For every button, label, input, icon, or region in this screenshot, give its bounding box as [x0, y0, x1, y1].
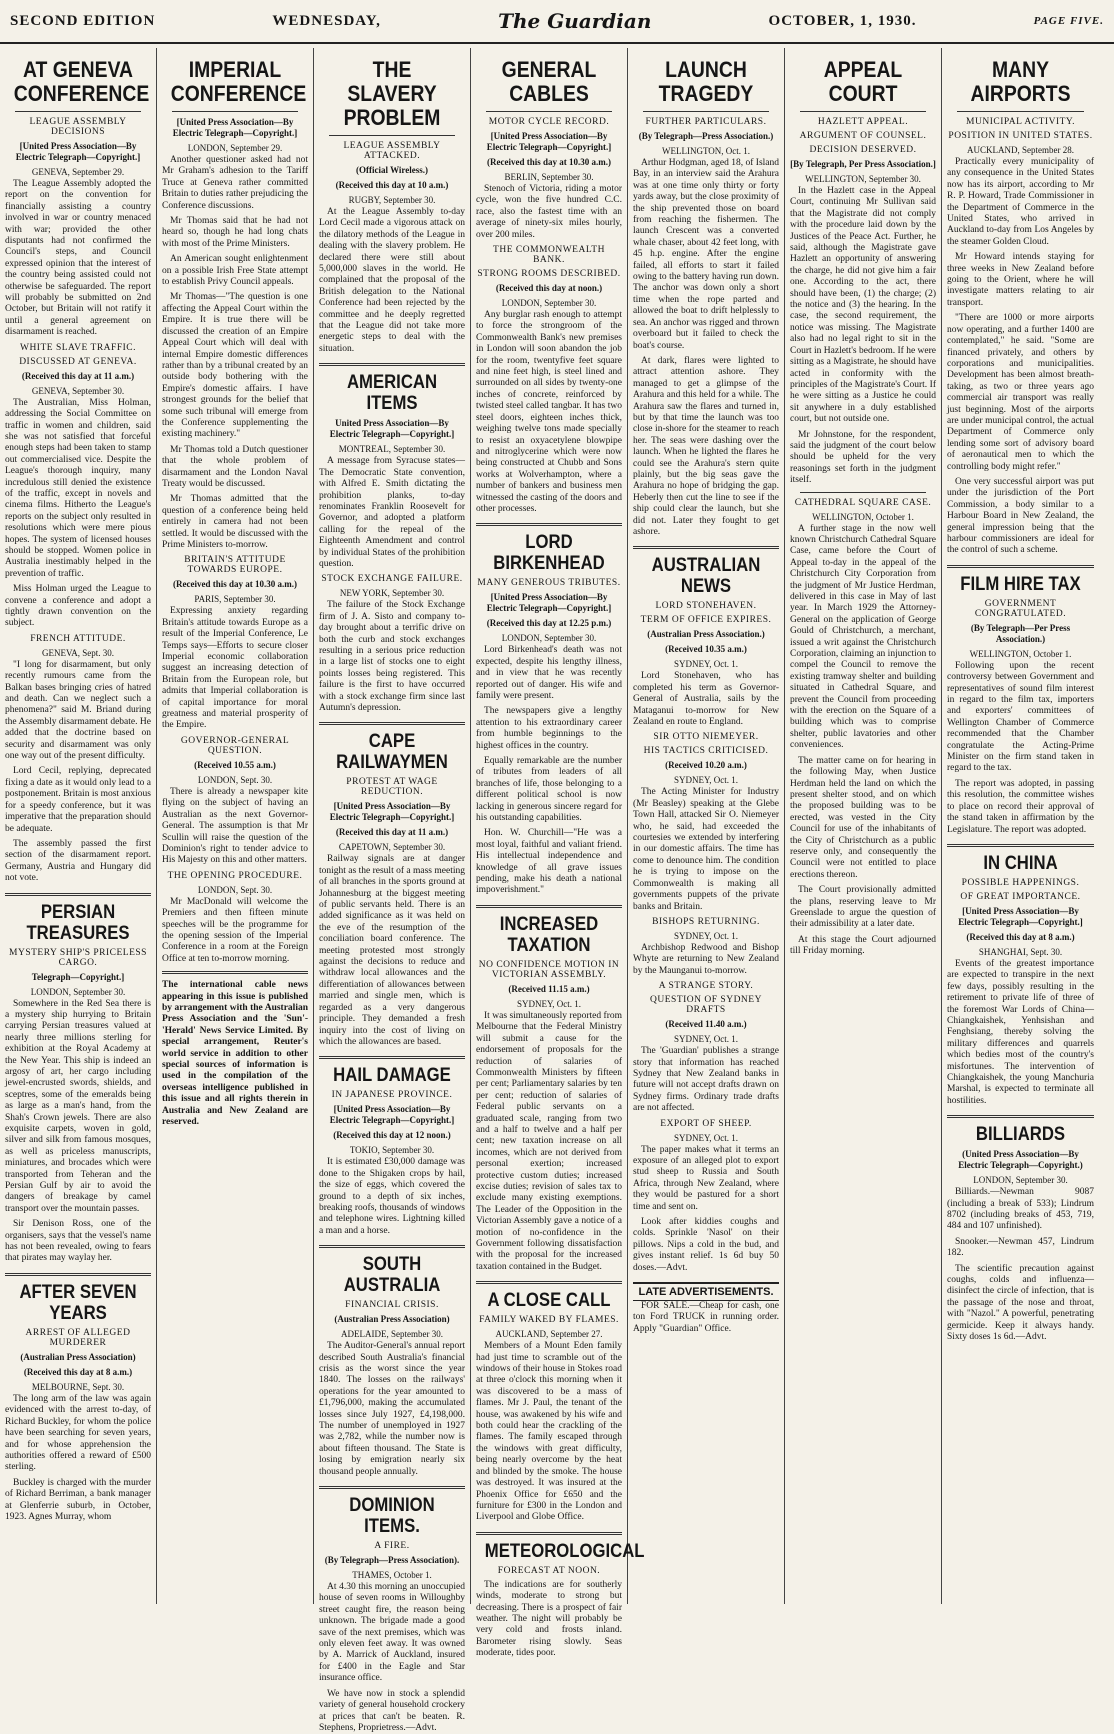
received-note: (Received this day at 8 a.m.)	[23, 1366, 133, 1377]
article-film-hire-tax	[947, 574, 1094, 836]
divider	[162, 971, 308, 974]
dateline: MONTREAL, September 30.	[338, 444, 446, 455]
divider	[486, 111, 612, 112]
paragraph: The matter came on for hearing in the following May, when Justice Herdman held the land on which the present shelter stood, and on which the proposed building was to be erected, was vested in the City Council for use of the inhabitants of the City of Christchurch as a public reserve only, and consequently the Council were not entitled to place erections thereon.	[790, 755, 936, 880]
paragraph: "I long for disarmament, but only recently rumours came from the Balkan bases bringing cries of hatred and death. Can we neglect such a phenomena?" said M. Briand during the Assembly disarmament debate. He added that the doctrine based on security and disarmament was only one way out of the present difficulty.	[5, 659, 151, 762]
wire-credit: [United Press Association—By Electric Telegraph—Copyright.]	[486, 131, 612, 152]
article-south-australia	[319, 1254, 465, 1478]
wire-credit: [United Press Association—By Electric Telegraph—Copyright.]	[958, 905, 1083, 927]
headline: MANY AIRPORTS	[970, 57, 1071, 106]
paper-title: The Guardian	[498, 9, 652, 33]
wire-credit: [United Press Association—By Electric Telegraph—Copyright.]	[329, 801, 455, 823]
divider	[476, 523, 622, 526]
divider	[319, 722, 465, 725]
headline: BILLIARDS	[975, 1124, 1066, 1146]
divider	[319, 1056, 465, 1059]
subheading: LEAGUE ASSEMBLY DECISIONS	[29, 117, 127, 137]
subheading: OF GREAT IMPORTANCE.	[960, 891, 1081, 902]
dateline: SYDNEY, Oct. 1.	[673, 659, 739, 670]
subheading: FAMILY WAKED BY FLAMES.	[479, 1315, 619, 1326]
wire-credit: (Australian Press Association)	[334, 1314, 450, 1325]
subheading: A STRANGE STORY.	[658, 981, 754, 992]
headline: LAUNCH TRAGEDY	[658, 57, 754, 106]
subheading: ARGUMENT OF COUNSEL.	[799, 131, 927, 141]
subheading: MOTOR CYCLE RECORD.	[488, 117, 610, 127]
paragraph: Lord Stonehaven, who has completed his term as Governor-General of Australia, sails by the Mataganui to-morrow for New Zealand en route to England.	[633, 671, 779, 728]
paragraph: Sir Denison Ross, one of the organisers, says that the vessel's name has not been revealed, owing to fears that pirates may waylay her.	[5, 1219, 151, 1264]
divider	[476, 1281, 622, 1284]
subheading: HAZLETT APPEAL.	[817, 117, 909, 127]
dateline: SYDNEY, Oct. 1.	[673, 775, 739, 786]
dateline: SYDNEY, Oct. 1.	[673, 1034, 739, 1045]
divider	[643, 111, 769, 112]
subheading: POSSIBLE HAPPENINGS.	[961, 877, 1080, 888]
classified-ad: FOR SALE.—Cheap for cash, one ton Ford TRUCK in running order. Apply "Guardian" Office.	[633, 1301, 779, 1334]
dateline: LONDON, September 30.	[973, 1175, 1068, 1186]
paragraph: A further stage in the now well known Christchurch Cathedral Square Case, came before the Court of Appeal to-day in the appeal of the Christchurch City Corporation from the judgment of Mr Justice Herdman, delivered in this case in May of last year. In March 1929 the Attorney-General on the application of George Gould of Christchurch, a merchant, issued a writ against the Christchurch Corporation, claiming an injunction to compel the Council to remove the existing tramway shelter and building situated in Cathedral Square, and prevent the Council from proceeding with the erection on the Square of a building which was to comprise shelter, public lavatories and other conveniences.	[790, 523, 936, 751]
article-cape	[319, 731, 465, 1048]
headline: THE SLAVERY PROBLEM	[343, 57, 441, 130]
article-birkenhead	[476, 532, 622, 897]
divider	[5, 1273, 151, 1276]
wire-credit: (Official Wireless.)	[356, 165, 428, 175]
headline: GENERAL CABLES	[501, 57, 597, 106]
article-meteorological	[476, 1540, 645, 1660]
wire-credit: (By Telegraph—Press Association.)	[638, 131, 774, 141]
received-note: (Received 11.15 a.m.)	[508, 983, 590, 994]
dateline: ADELAIDE, September 30.	[341, 1329, 443, 1340]
article-american	[319, 372, 465, 714]
paragraph: Members of a Mount Eden family had just time to scramble out of the windows of their house in Stokes road at three o'clock this morning when it was discovered to be a mass of flames. Mr J. Paul, the tenant of the house, was awakened by his wife and both could hear the crackling of the flames. The family escaped through the windows with great difficulty, being nearly overcome by the heat and blinded by the smoke. The house was destroyed. It was insured at the Phoenix Office for £650 and the furniture for £300 in the London and Liverpool and Globe Office.	[476, 1341, 622, 1523]
headline: AT GENEVA CONFERENCE	[13, 57, 150, 106]
paragraph: The newspapers give a lengthy attention to his extraordinary career from humble beginnings to the highest offices in the country.	[476, 706, 622, 751]
divider	[957, 111, 1084, 112]
article-seven-years	[5, 1282, 151, 1523]
column-1	[0, 48, 157, 1604]
divider	[319, 1486, 465, 1489]
paragraph: Somewhere in the Red Sea there is a mystery ship hurrying to Britain carrying Persian treasures valued at nearly three millions sterling for exhibition at the Royal Academy at the New Year. This ship is indeed an argosy of art, her cargo including jewel-encrusted swords, shields, and sceptres, some of the emeralds being as large as a man's hand, from the Shah's Crown jewels. There are also exquisite carpets, woven in gold, silver and silk from famous mosques, as well as priceless manuscripts, miniatures, and brocades which were transported from Teheran and the Persian Gulf by air to avoid the dangers of breakage by camel transport over the mountain passes.	[5, 998, 151, 1214]
divider	[172, 111, 298, 112]
wire-credit: (By Telegraph—Press Association).	[324, 1555, 460, 1566]
paragraph: The long arm of the law was again evidenced with the arrest to-day, of Richard Buckley, for whom the police have been searching for seven years, and for whose apprehension the authorities offered a reward of £500 sterling.	[5, 1393, 151, 1473]
dateline: LONDON, Sept. 30.	[197, 774, 273, 785]
divider	[319, 363, 465, 366]
divider	[329, 135, 455, 136]
wire-credit: [United Press Association—By Electric Telegraph—Copyright.]	[172, 117, 298, 138]
subheading: BISHOPS RETURNING.	[652, 916, 760, 927]
divider	[5, 893, 151, 896]
paragraph: The Acting Minister for Industry (Mr Beasley) speaking at the Glebe Town Hall, attacked Sir O. Niemeyer who, he said, had exceeded the courtesies we extended by interfering in our domestic affairs. The time has come to denounce him. The condition he is trying to impose on the Commonwealth is making all governments puppets of the private banks and Britain.	[633, 787, 779, 912]
paragraph: Following upon the recent controversy between Government and representatives of sound film interest in regard to the film tax, importers and exporters' committees of Wellington Chamber of Commerce recommended that the Chamber congratulate the Acting-Prime Minister on the firm stand taken in regard to the tax.	[947, 660, 1094, 774]
divider	[800, 492, 926, 493]
paragraph: Mr Johnstone, for the respondent, said the judgment of the court below should be upheld for the very reasonings set forth in the judgment itself.	[790, 429, 936, 486]
paragraph: The Court provisionally admitted the plans, reserving leave to Mr Greenslade to argue the question of their admissibility at a later date.	[790, 885, 936, 930]
subheading: ARREST OF ALLEGED MURDERER	[25, 1327, 131, 1348]
headline: PERSIAN TREASURES	[26, 901, 130, 944]
paragraph: At dark, flares were lighted to attract attention ashore. They managed to get a glimpse of the Arahura and this held for a while. The Arahura saw the flares and turned in, but by that time the launch was too close in-shore for the steamer to reach her. The seas were dashing over the launch. When he lighted the flares he could see the Arahura's stern quite plainly, but the big seas gave the Arahura no hope of bridging the gap. Heberly then cut the line to see if the ship could clear the launch, but she did not. Later they fought to get ashore.	[633, 355, 779, 537]
column-5	[628, 48, 785, 1604]
subheading: THE COMMONWEALTH BANK.	[493, 245, 605, 266]
paragraph: Lord Birkenhead's death was not expected, despite his lengthy illness, and in view that he was recently reported out of danger. His wife and family were present.	[476, 645, 622, 701]
paragraph: There is already a newspaper kite flying on the subject of having an Australian as the next Governor-General. The assumption is that Mr Scullin will raise the question of the Dominion's right to tender advice to His Majesty on this and other matters.	[162, 786, 308, 866]
subheading: LORD STONEHAVEN.	[655, 601, 757, 612]
paragraph: Equally remarkable are the number of tributes from leaders of all branches of life, those belonging to a different political school is now lacking in generous sincere regard for his outstanding capabilities.	[476, 756, 622, 824]
divider	[947, 844, 1094, 847]
article-australian-news	[633, 555, 779, 1274]
subheading: WHITE SLAVE TRAFFIC.	[19, 342, 136, 353]
dateline: SHANGHAI, Sept. 30.	[978, 946, 1063, 957]
paragraph: The assembly passed the first section of the disarmament report. Germany, Austria and Hungary did not vote.	[5, 838, 151, 884]
received-note: (Received this day at 10.30 a.m.)	[173, 579, 297, 590]
divider	[476, 1532, 622, 1535]
dateline: PARIS, September 30.	[194, 594, 276, 605]
day-label: WEDNESDAY,	[272, 12, 381, 29]
divider	[947, 565, 1094, 568]
divider	[15, 111, 141, 112]
columns	[0, 48, 1114, 1733]
subheading: HIS TACTICS CRITICISED.	[643, 746, 769, 757]
column-3	[314, 48, 471, 1733]
dateline: MELBOURNE, Sept. 30.	[31, 1381, 125, 1392]
headline: APPEAL COURT	[823, 57, 903, 106]
article-imperial	[162, 58, 308, 1128]
wire-credit: Telegraph—Copyright.]	[31, 971, 125, 982]
wire-credit: [United Press Association—By Electric Telegraph—Copyright.]	[486, 592, 612, 614]
dateline: WELLINGTON, October 1.	[969, 648, 1072, 659]
headline: IMPERIAL CONFERENCE	[170, 57, 307, 106]
dateline: GENEVA, Sept. 30.	[41, 647, 115, 658]
column-4	[471, 48, 645, 1659]
paragraph: Stenoch of Victoria, riding a motor cycle, won the five hundred C.C. race, also the fastest time with an average of ninety-six miles hourly, over 200 miles.	[476, 184, 622, 240]
subheading: STOCK EXCHANGE FAILURE.	[321, 574, 463, 585]
dateline: LONDON, September 30.	[501, 298, 597, 309]
subheading: PROTEST AT WAGE REDUCTION.	[346, 777, 438, 798]
subheading: POSITION IN UNITED STATES.	[948, 131, 1093, 141]
advertisement: We have now in stock a splendid variety of general household crockery at prices that can't be beaten. R. Stephens, Proprietress.—Advt.	[319, 1688, 465, 1733]
headline: AUSTRALIAN NEWS	[651, 555, 761, 598]
paragraph: The 'Guardian' publishes a strange story that information has reached Sydney that New Zealand banks in future will not accept drafts drawn on Sydney firms. Ordinary trade drafts are not affected.	[633, 1046, 779, 1114]
wire-credit: United Press Association—By Electric Telegraph—Copyright.]	[329, 418, 455, 440]
dateline: AUCKLAND, September 27.	[495, 1329, 603, 1340]
headline: FILM HIRE TAX	[960, 573, 1081, 595]
paragraph: Arthur Hodgman, aged 18, of Island Bay, in an interview said the Arahura was at one time only thirty or forty yards away, but the close proximity of the ship prevented those on board from reaching the fishermen. The launch Crescent was a converted whale chaser, about 42 feet long, with 45 h.p. engine. After the engine failed, all efforts to start it failed owing to the battery having run down. The anchor was down only a short time when the rope parted and allowed the boat to drift helplessly to sea. An anchor was rigged and thrown overboard but it failed to check the boat's course.	[633, 158, 779, 351]
paragraph: One very successful airport was put under the jurisdiction of the Port Commission, a body similar to a Harbour Board in New Zealand, the general impression being that the harbour commissioners are ideal for the control of such a scheme.	[947, 476, 1094, 556]
dateline: SYDNEY, Oct. 1.	[516, 998, 582, 1009]
subheading: QUESTION OF SYDNEY DRAFTS	[650, 995, 762, 1016]
divider	[800, 111, 926, 112]
wire-credit: [United Press Association—By Electric Telegraph—Copyright.]	[329, 1104, 455, 1126]
paragraph: Mr Thomas told a Dutch questioner that the whole problem of disarmament and the London Naval Treaty would be discussed.	[162, 444, 308, 489]
subheading: MUNICIPAL ACTIVITY.	[966, 117, 1075, 127]
subheading: CATHEDRAL SQUARE CASE.	[794, 497, 932, 508]
headline: AMERICAN ITEMS	[346, 372, 438, 415]
paragraph: Snooker.—Newman 457, Lindrum 182.	[947, 1236, 1094, 1259]
subheading: FRENCH ATTITUDE.	[30, 633, 126, 644]
dateline: LONDON, Sept. 30.	[197, 884, 273, 895]
article-hail	[319, 1065, 465, 1237]
headline: METEOROLOGICAL	[484, 1540, 645, 1562]
article-geneva	[5, 58, 151, 885]
paragraph: Any burglar rash enough to attempt to force the strongroom of the Commonwealth Bank's new premises in London will soon abandon the job for the room, twentyfive feet square and nine feet high, is steel lined and surrounded on all sides by twenty-one inches of concrete, reinforced by twisted steel called tangbar. It has two steel doors, eighteen inches thick, weighing twelve tons made specially to resist an oxyacetylene blowpipe and nitroglycerine which were now being constructed at Chubb and Sons works at Wolverhampton, where a number of bankers and business men witnessed the casting of the doors and other processes.	[476, 310, 622, 514]
edition-label: SECOND EDITION	[10, 12, 156, 29]
wire-credit: (By Telegraph—Per Press Association.)	[970, 622, 1071, 644]
received-note: (Received 10.20 a.m.)	[665, 760, 747, 771]
paragraph: The report was adopted, in passing this resolution, the committee wishes to place on record their approval of the stand taken in affirmation by the Legislature. The report was adopted.	[947, 778, 1094, 835]
subheading: FINANCIAL CRISIS.	[345, 1300, 439, 1311]
paragraph: The indications are for southerly winds, moderate to strong but decreasing. There is a prospect of fair weather. The night will probably be very cold and frosts inland. Barometer rising slowly. Seas moderate, tides poor.	[476, 1579, 622, 1659]
dateline: LONDON, September 29.	[187, 143, 283, 153]
paragraph: The failure of the Stock Exchange firm of J. A. Sisto and company to-day brought about a terrific drive on both the curb and stock exchanges resulting in a serious price reduction in a large list of stocks one to eight points losses being registered. This failure is the first to have occurred with a stock exchange firm since last Autumn's depression.	[319, 600, 465, 713]
received-note: (Received this day at 12 noon.)	[333, 1130, 451, 1141]
dateline: RUGBY, September 30.	[348, 195, 436, 205]
dateline: THAMES, October 1.	[352, 1570, 432, 1581]
subheading: GOVERNOR-GENERAL QUESTION.	[180, 735, 290, 756]
paragraph: At 4.30 this morning an unoccupied house of seven rooms in Willoughby street caught fire, the reason being unknown. The brigade made a good save of the next premises, which was only eleven feet away. It was owned by A. Marrick of Auckland, insured for £400 in the Eagle and Star insurance office.	[319, 1582, 465, 1684]
dateline: SYDNEY, Oct. 1.	[673, 930, 739, 941]
article-dominion	[319, 1495, 465, 1734]
subheading: TERM OF OFFICE EXPIRES.	[640, 615, 772, 626]
dateline: GENEVA, September 29.	[31, 167, 125, 177]
column-7	[942, 48, 1099, 1604]
subheading: NO CONFIDENCE MOTION IN VICTORIAN ASSEMBLY.	[478, 959, 620, 980]
divider	[476, 905, 622, 908]
subheading: MANY GENEROUS TRIBUTES.	[477, 578, 621, 589]
received-note: (Received this day at 12.25 p.m.)	[486, 618, 612, 629]
dateline: TOKIO, September 30.	[349, 1145, 435, 1156]
subheading: MYSTERY SHIP'S PRICELESS CARGO.	[9, 947, 147, 968]
paragraph: Buckley is charged with the murder of Richard Berriman, a bank manager at Glenferrie suburb, in October, 1923. Agnes Murray, whom	[5, 1477, 151, 1522]
masthead	[0, 0, 1114, 44]
subheading: DISCUSSED AT GENEVA.	[19, 356, 137, 367]
headline: AFTER SEVEN YEARS	[19, 1281, 137, 1324]
headline: LORD BIRKENHEAD	[493, 532, 605, 575]
notice-box: The international cable news appearing in this issue is published by arrangement with the Australian Press Association and the 'Sun'-'Herald' News Service Limited. By special arrangement, Reuter's world service in addition to other special sources of information is used in the compilation of the overseas intelligence published in this issue and all rights therein in Australia and New Zealand are reserved.	[162, 980, 308, 1128]
wire-credit: (Australian Press Association.)	[647, 629, 765, 640]
paragraph: The League Assembly adopted the report on the convention for financially assisting a country involved in war or country menaced with war; provided the other disputants had not confirmed the Council's steps, and Council expressed opinion that the interest of the country being assisted could not otherwise be safeguarded. The report will probably be submitted on 2nd October, but Britain will not ratify it until a general agreement on disarmament is reached.	[5, 179, 151, 338]
divider	[633, 546, 779, 549]
paragraph: Billiards.—Newman 9087 (including a break of 533); Lindrum 8702 (including breaks of 453, 719, 484 and 107 unfinished).	[947, 1187, 1094, 1232]
paragraph: Railway signals are at danger tonight as the result of a mass meeting of all branches in the sports ground at Johannesburg at the biggest meeting of public servants held. There is an added significance as it was held on the eve of the resumption of the conciliation board conference. The meeting protested most strongly against the decisions to reduce and withdraw local allowances and the differentiation of allowances between married and single men, which is regarded as a very dangerous principle. They demanded a fresh inquiry into the cost of living on which the allowances are based.	[319, 854, 465, 1047]
paragraph: Another questioner asked had not Mr Graham's adhesion to the Tariff Truce at Geneva rather committed Britain to duties rather prejudicing the Conference discussions.	[162, 155, 308, 211]
paragraph: An American sought enlightenment on a possible Irish Free State attempt to establish Privy Council appeals.	[162, 254, 308, 288]
paragraph: Mr Thomas said that he had not heard so, though he had long chats with most of the Prime Ministers.	[162, 216, 308, 249]
dateline: LONDON, September 30.	[501, 633, 597, 644]
received-note: (Received this day at 11 a.m.)	[335, 827, 449, 838]
paragraph: Hon. W. Churchill—"He was a most loyal, faithful and valiant friend. His intellectual independence and knowledge of all grave issues pending, make his death a national impoverishment."	[476, 828, 622, 896]
wire-credit: (United Press Association—By Electric Telegraph—Copyright.)	[958, 1149, 1083, 1171]
subheading: STRONG ROOMS DESCRIBED.	[477, 269, 621, 280]
article-close-call	[476, 1290, 622, 1524]
paragraph: At the League Assembly to-day Lord Cecil made a vigorous attack on the dilatory methods of the League in dealing with the slavery problem. He declared there were still about 5,000,000 slaves in the world. He complained that the proposal of the British delegation to the National Conference had been rejected by the committee and he deeply regretted that the League did not take more energetic steps to deal with the situation.	[319, 207, 465, 354]
received-note: (Received this day at 10.30 a.m.)	[487, 157, 611, 167]
received-note: (Received this day at noon.)	[495, 283, 603, 294]
wire-credit: [United Press Association—By Electric Telegraph—Copyright.]	[15, 141, 141, 162]
paragraph: Archbishop Redwood and Bishop Whyte are returning to New Zealand by the Maunganui to-morrow.	[633, 942, 779, 976]
column-6	[785, 48, 942, 1604]
subheading: DECISION DESERVED.	[809, 145, 917, 155]
dateline: WELLINGTON, Oct. 1.	[661, 146, 751, 156]
subheading: THE OPENING PROCEDURE.	[167, 870, 303, 881]
dateline: LONDON, September 30.	[30, 986, 126, 997]
paragraph: The Auditor-General's annual report described South Australia's financial crisis as the worst since the year 1840. The losses on the railways' operations for the year amounted to £1,796,000, making the accumulated losses since July 1927, £4,198,000. The number of unemployed in 1927 was 2,782, while the number now is about fifteen thousand. The State is losing by emigration nearly six thousand people annually.	[319, 1341, 465, 1477]
article-in-china	[947, 853, 1094, 1107]
paragraph: "There are 1000 or more airports now operating, and a further 1400 are contemplated," he said. "Some are financed privately, and others by corporations and municipalities. Development has been almost breath-taking, as two or three years ago commercial air transport was really just beginning. Most of the airports are under municipal control, the actual Department of Commerce only lending some sort of advisory board of aeronautical men to which the controlling body might refer."	[947, 313, 1094, 472]
date-label: OCTOBER, 1, 1930.	[768, 12, 917, 29]
headline: IN CHINA	[983, 852, 1058, 874]
dateline: WELLINGTON, September 30.	[805, 174, 921, 184]
subheading: GOVERNMENT CONGRATULATED.	[974, 598, 1067, 619]
paragraph: Expressing anxiety regarding Britain's attitude towards Europe as a result of the Imperial Conference, Le Temps says—Efforts to secure closer Imperial economic collaboration suggest an increasing detection of Britain from the European role, but admits that Imperial collaboration is of capital importance for moral greatness and material prosperity of the Empire.	[162, 606, 308, 731]
received-note: (Received 10.35 a.m.)	[665, 644, 747, 655]
paragraph: It is estimated £30,000 damage was done to the Shigaken crops by hail, the size of eggs, which covered the ground to a depth of six inches, breaking roofs, thousands of windows and telephone wires. Lightning killed a man and a horse.	[319, 1157, 465, 1236]
advertisement: Look after kiddies coughs and colds. Sprinkle 'Nasol' on their pillows. Nips a cold in the bud, and gives instant relief. 1s 6d buy 50 doses.—Advt.	[633, 1217, 779, 1273]
paragraph: Mr MacDonald will welcome the Premiers and then fifteen minute speeches will be the programme for the opening session of the Imperial Conference in a room at the Foreign Office at ten to-morrow morning.	[162, 896, 308, 964]
dateline: CAPETOWN, September 30.	[338, 842, 446, 853]
paragraph: It was simultaneously reported from Melbourne that the Federal Ministry will submit a cause for the endorsement of proposals for the reduction of salaries of Commonwealth Ministers by fifteen per cent; Parliamentary salaries by ten per cent; reduction of salaries of Federal public servants on a graduated scale, ranging from two and a half to twelve and a half per cent; new taxation increase on all incomes, which are not derived from personal exertion; increased protective custom duties; increased excise duties; revision of sales tax to exclude many existing exemptions. The Leader of the Opposition in the Victorian Assembly gave a notice of a motion of no-confidence in the Government following dissatisfaction with the proposal for the increased taxation contained in the Budget.	[476, 1010, 622, 1272]
received-note: (Received this day at 11 a.m.)	[21, 370, 135, 381]
paragraph: The paper makes what it terms an exposure of an alleged plot to export stud sheep to Russia and South Africa, through New Zealand, where they would be pastured for a short time and sent on.	[633, 1144, 779, 1212]
advertisement: The scientific precaution against coughs, colds and influenza—disinfect the circle of infection, that is the passage of the nose and throat, with "Nazol." A powerful, penetrating germicide. Keep it always handy. Sixty doses 1s 6d.—Advt.	[947, 1263, 1094, 1343]
article-taxation	[476, 914, 622, 1273]
article-airports	[947, 58, 1094, 557]
received-note: (Received 11.40 a.m.)	[665, 1019, 747, 1030]
received-note: (Received this day at 10 a.m.)	[335, 180, 449, 190]
paragraph: Mr Thomas—"The question is one affecting the Appeal Court within the Empire. It is true there will be discussed the creation of an Empire Appeal Court which will deal with internal Empire domestic differences rather than by a tribunal created by an outside body bothering with the Empire's domestic affairs. I have strongest grounds for the belief that some such tribunal will emerge from the Conference supplementing the existing machinery."	[162, 292, 308, 440]
headline: A CLOSE CALL	[487, 1290, 611, 1312]
paragraph: Miss Holman urged the League to convene a conference and adopt a tightly drawn convention on the subject.	[5, 584, 151, 629]
wire-credit: [By Telegraph, Per Press Association.]	[790, 159, 936, 169]
column-2	[157, 48, 314, 1604]
subheading: FURTHER PARTICULARS.	[645, 117, 767, 127]
divider	[947, 1115, 1094, 1118]
subheading: IN JAPANESE PROVINCE.	[331, 1090, 453, 1101]
paragraph: Practically every municipality of any consequence in the United States now has its airport, according to Mr R. P. Howard, Trade Commissioner in the Department of Commerce in the United States, who arrived in Auckland to-day from Los Angeles by the steamer Golden Cloud.	[947, 157, 1094, 247]
paragraph: Mr Thomas admitted that the question of a conference being held entirely in camera had not been settled. It would be discussed with the Prime Ministers to-morrow.	[162, 494, 308, 550]
article-launch-tragedy	[633, 58, 779, 538]
headline: CAPE RAILWAYMEN	[336, 731, 448, 774]
subheading: LEAGUE ASSEMBLY ATTACKED.	[343, 141, 441, 161]
paragraph: Mr Howard intends staying for three weeks in New Zealand before going to the Orient, where he will investigate matters relating to air transport.	[947, 252, 1094, 308]
headline: INCREASED TAXATION	[499, 913, 599, 956]
subheading: SIR OTTO NIEMEYER.	[653, 732, 759, 743]
article-billiards	[947, 1124, 1094, 1343]
divider	[319, 1245, 465, 1248]
late-ads-heading: LATE ADVERTISEMENTS.	[633, 1282, 779, 1301]
dateline: GENEVA, September 30.	[31, 385, 125, 396]
headline: HAIL DAMAGE	[333, 1065, 451, 1087]
received-note: (Received 10.55 a.m.)	[194, 759, 276, 770]
headline: SOUTH AUSTRALIA	[343, 1254, 441, 1297]
subheading: BRITAIN'S ATTITUDE TOWARDS EUROPE.	[184, 555, 286, 576]
wire-credit: (Australian Press Association)	[20, 1351, 136, 1362]
paragraph: The Australian, Miss Holman, addressing the Social Committee on traffic in women and children, said she was not satisfied that forceful enough steps had been taken to stamp out commercialised vice. Despite the League's thorough inquiry, many incredulous still denied the existence of the traffic, except in novels and cinema films. Hitherto the League's reports on the subject only resulted in resolutions which were mere pious hopes. The system of licensed houses should be stopped. Women police in Australia inestimably helped in the prevention of traffic.	[5, 397, 151, 579]
subheading: A FIRE.	[374, 1541, 410, 1552]
paragraph: At this stage the Court adjourned till Friday morning.	[790, 934, 936, 957]
paragraph: Events of the greatest importance are expected to transpire in the next few days, possibly resulting in the retirement to private life of three of the foremost War Lords of China—Chiangkaishek, Yenhsishan and Fenghsiang, thereby solving the military differences and quarrels which bedies most of the country's misfortunes. The intervention of Chiangkaishek, the young Manchuria Marshal, is expected to terminate all hostilities.	[947, 958, 1094, 1106]
article-slavery	[319, 58, 465, 355]
paragraph: In the Hazlett case in the Appeal Court, continuing Mr Sullivan said that the Magistrate did not comply with the procedure laid down by the Justices of the Peace Act. Further, he said, although the Magistrate gave Hazlett an opportunity of answering the charge, he did not give him a fair one. According to the act, there should have been, (1) the charge; (2) the notice and (3) the hearing. In the case, the second requirement, the notice was missing. The Magistrate also had no legal right to sit in the Court in Hazlett's bedroom. If he were sitting as a Magistrate, he should have acted in conformity with the principles of the Magistrate's Court. If he were sitting as a Justice he could sit anywhere in a duly established court, but not outside one.	[790, 186, 937, 425]
subheading: EXPORT OF SHEEP.	[660, 1118, 752, 1129]
article-appeal-court	[790, 58, 936, 958]
paragraph: Lord Cecil, replying, deprecated fixing a date as it would only lead to a postponement. Britain is most anxious for a speedy conference, but it was imperative that the preparation should be adequate.	[5, 766, 151, 834]
dateline: WELLINGTON, October 1.	[812, 511, 914, 522]
article-persian	[5, 902, 151, 1265]
dateline: NEW YORK, September 30.	[339, 588, 445, 599]
dateline: SYDNEY, Oct. 1.	[673, 1132, 739, 1143]
article-general-cables	[476, 58, 622, 515]
dateline: AUCKLAND, September 28.	[967, 145, 1074, 155]
page-number: PAGE FIVE.	[1033, 15, 1104, 27]
received-note: (Received this day at 8 a.m.)	[966, 931, 1075, 942]
dateline: BERLIN, September 30.	[504, 172, 594, 182]
paragraph: A message from Syracuse states—The Democratic State convention, with Alfred E. Smith dictating the prohibition planks, to-day renominates Franklin Roosevelt for Governor, and adopted a platform calling for the repeal of the Eighteenth Amendment and control by individual States of the prohibition question.	[319, 456, 465, 569]
headline: DOMINION ITEMS.	[349, 1495, 435, 1538]
subheading: FORECAST AT NOON.	[497, 1565, 601, 1576]
